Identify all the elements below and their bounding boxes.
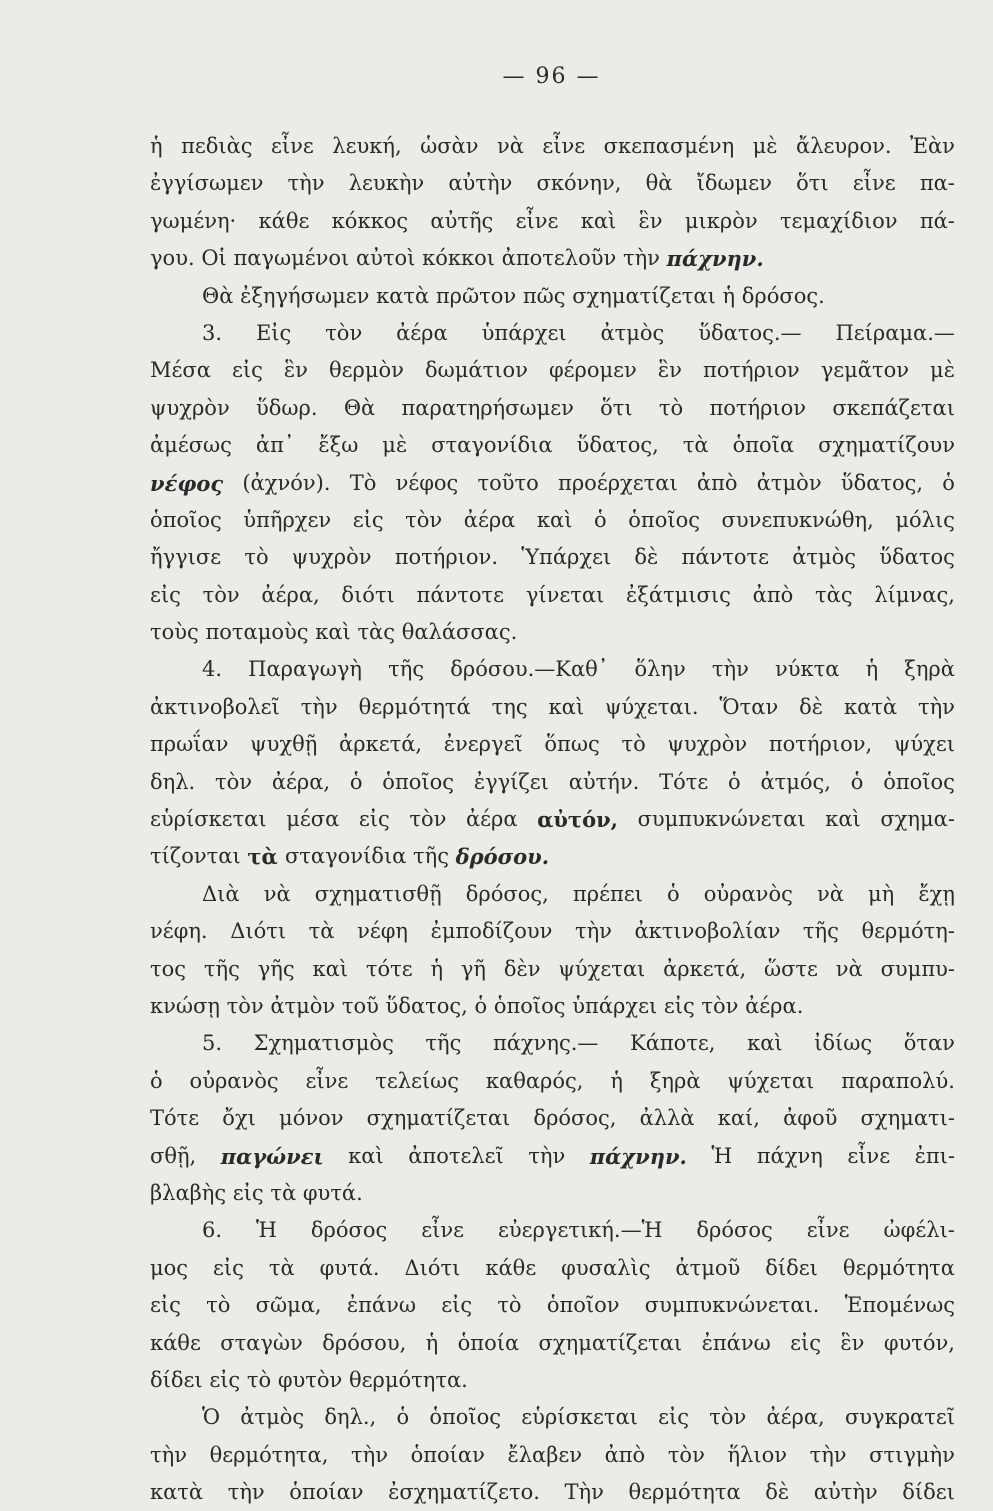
text-line: κάθε σταγὼν δρόσου, ἡ ὁποία σχηματίζεται ἐπάνω εἰς ἓν φυτόν, (150, 1330, 955, 1355)
text-line: ὁποῖος ὑπῆρχεν εἰς τὸν ἀέρα καὶ ὁ ὁποῖος συνεπυκνώθη, μόλις (150, 507, 955, 532)
text-line: μος εἰς τὰ φυτά. Διότι κάθε φυσαλὶς ἀτμοῦ δίδει θερμότητα (150, 1255, 955, 1280)
body-text (150, 128, 955, 1511)
text-line: ἡ πεδιὰς εἶνε λευκή, ὡσὰν νὰ εἶνε σκεπασμένη μὲ ἄλευρον. Ἐὰν (150, 134, 955, 158)
text-line: κατὰ τὴν ὁποίαν ἐσχηματίζετο. Τὴν θερμότητα δὲ αὐτὴν δίδει (150, 1480, 955, 1505)
text-line: εἰς τὸ σῶμα, ἐπάνω εἰς τὸ ὁποῖον συμπυκνώνεται. Ἑπομένως (150, 1293, 955, 1318)
text-line: νέφος (ἀχνόν). Τὸ νέφος τοῦτο προέρχεται ἀπὸ ἀτμὸν ὕδατος, ὁ (150, 470, 955, 496)
text-line: 6. Ἡ δρόσος εἶνε εὐεργετική.—Ἡ δρόσος εἶνε ὠφέλι- (202, 1218, 955, 1243)
text-line: γου. Οἱ παγωμένοι αὐτοὶ κόκκοι ἀποτελοῦν τὴν πάχνην. (150, 246, 764, 272)
text-line: Διὰ νὰ σχηματισθῇ δρόσος, πρέπει ὁ οὐρανὸς νὰ μὴ ἔχῃ (202, 881, 955, 906)
text-line: δηλ. τὸν ἀέρα, ὁ ὁποῖος ἐγγίζει αὐτήν. Τότε ὁ ἀτμός, ὁ ὁποῖος (150, 769, 955, 794)
text-line: 3. Εἰς τὸν ἀέρα ὑπάρχει ἀτμὸς ὕδατος.— Πείραμα.— (202, 320, 955, 345)
text-line: δίδει εἰς τὸ φυτὸν θερμότητα. (150, 1367, 468, 1392)
text-line: 4. Παραγωγὴ τῆς δρόσου.—Καθ᾽ ὅλην τὴν νύκτα ἡ ξηρὰ (202, 657, 955, 682)
text-line: ἀκτινοβολεῖ τὴν θερμότητά της καὶ ψύχεται. Ὅταν δὲ κατὰ τὴν (150, 694, 955, 719)
text-line: τοὺς ποταμοὺς καὶ τὰς θαλάσσας. (150, 620, 518, 645)
text-line: Θὰ ἐξηγήσωμεν κατὰ πρῶτον πῶς σχηματίζεται ἡ δρόσος. (202, 283, 825, 308)
text-line: ἀμέσως ἀπ᾽ ἔξω μὲ σταγονίδια ὕδατος, τὰ ὁποῖα σχηματίζουν (150, 433, 955, 458)
text-line: τὴν θερμότητα, τὴν ὁποίαν ἔλαβεν ἀπὸ τὸν ἥλιον τὴν στιγμὴν (150, 1442, 955, 1467)
text-line: εὑρίσκεται μέσα εἰς τὸν ἀέρα αὐτόν, συμπυκνώνεται καὶ σχημα- (150, 807, 955, 833)
text-line: πρωΐαν ψυχθῇ ἀρκετά, ἐνεργεῖ ὅπως τὸ ψυχρὸν ποτήριον, ψύχει (150, 732, 955, 757)
text-line: σθῇ, παγώνει καὶ ἀποτελεῖ τὴν πάχνην. Ἡ πάχνη εἶνε ἐπι- (150, 1143, 955, 1169)
text-line: Μέσα εἰς ἓν θερμὸν δωμάτιον φέρομεν ἓν ποτήριον γεμᾶτον μὲ (150, 358, 955, 383)
text-line: Τότε ὄχι μόνον σχηματίζεται δρόσος, ἀλλὰ καί, ἀφοῦ σχηματι- (150, 1106, 955, 1131)
text-line: βλαβὴς εἰς τὰ φυτά. (150, 1180, 363, 1205)
text-line: κνώσῃ τὸν ἀτμὸν τοῦ ὕδατος, ὁ ὁποῖος ὑπάρχει εἰς τὸν ἀέρα. (150, 993, 804, 1018)
text-line: ἤγγισε τὸ ψυχρὸν ποτήριον. Ὑπάρχει δὲ πάντοτε ἀτμὸς ὕδατος (150, 545, 955, 570)
text-line: τος τῆς γῆς καὶ τότε ἡ γῆ δὲν ψύχεται ἀρκετά, ὥστε νὰ συμπυ- (150, 956, 955, 981)
text-line: τίζονται τὰ σταγονίδια τῆς δρόσου. (150, 844, 550, 870)
page-number: — 96 — (502, 64, 601, 89)
text-line: ἐγγίσωμεν τὴν λευκὴν αὐτὴν σκόνην, θὰ ἴδωμεν ὅτι εἶνε πα- (150, 171, 955, 196)
text-line: νέφη. Διότι τὰ νέφη ἐμποδίζουν τὴν ἀκτινοβολίαν τῆς θερμότη- (150, 919, 955, 944)
text-line: εἰς τὸν ἀέρα, διότι πάντοτε γίνεται ἐξάτμισις ἀπὸ τὰς λίμνας, (150, 582, 955, 607)
text-line: 5. Σχηματισμὸς τῆς πάχνης.— Κάποτε, καὶ ἰδίως ὅταν (202, 1031, 955, 1056)
text-line: Ὁ ἀτμὸς δηλ., ὁ ὁποῖος εὑρίσκεται εἰς τὸν ἀέρα, συγκρατεῖ (202, 1405, 955, 1430)
text-line: ψυχρὸν ὕδωρ. Θὰ παρατηρήσωμεν ὅτι τὸ ποτήριον σκεπάζεται (150, 395, 955, 420)
text-line: ὁ οὐρανὸς εἶνε τελείως καθαρός, ἡ ξηρὰ ψύχεται παραπολύ. (150, 1068, 955, 1093)
text-line: γωμένη· κάθε κόκκος αὐτῆς εἶνε καὶ ἓν μικρὸν τεμαχίδιον πά- (150, 208, 955, 233)
